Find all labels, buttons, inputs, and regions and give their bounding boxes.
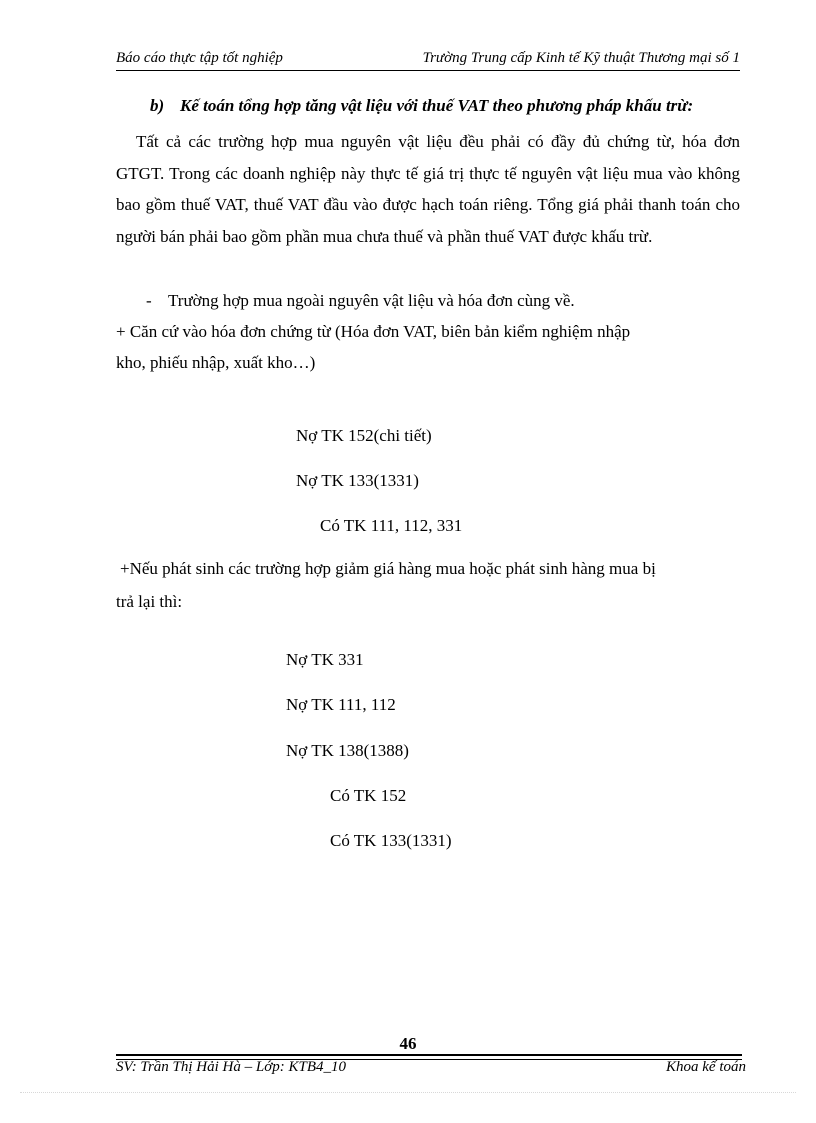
header-school-name: Trường Trung cấp Kinh tế Kỹ thuật Thương mại số 1	[422, 50, 740, 66]
page-header	[116, 50, 740, 71]
section-heading	[150, 96, 693, 116]
case2-line1: +Nếu phát sinh các trường hợp giảm giá hàng mua hoặc phát sinh hàng mua bị	[120, 559, 656, 578]
header-report-title: Báo cáo thực tập tốt nghiệp	[116, 50, 283, 66]
section-title: Kế toán tổng hợp tăng vật liệu với thuế VAT theo phương pháp khấu trừ:	[180, 96, 694, 115]
entry2-debit-331: Nợ TK 331	[286, 650, 364, 669]
footer-department: Khoa kế toán	[666, 1059, 746, 1075]
entry2-credit-152: Có TK 152	[330, 786, 407, 805]
case1-line1: + Căn cứ vào hóa đơn chứng từ (Hóa đơn VAT, biên bản kiểm nghiệm nhập	[116, 322, 631, 341]
page-edge-dotted-line	[20, 1092, 796, 1093]
entry2-credit-133: Có TK 133(1331)	[330, 831, 452, 850]
entry1-debit-133: Nợ TK 133(1331)	[296, 471, 419, 490]
paragraph-text: Tất cả các trường hợp mua nguyên vật liệu đều phải có đầy đủ chứng từ, hóa đơn GTGT. Trong các doanh nghiệp này thực tế giá trị thực tế nguyên vật liệu mua vào không bao gồm thuế VAT, thuế VAT đầu vào được hạch toán riêng. Tổng giá phải thanh toán cho người bán phải bao gồm phần mua chưa thuế và phần thuế VAT được khấu trừ.	[116, 132, 740, 246]
entry1-debit-152: Nợ TK 152(chi tiết)	[296, 426, 432, 445]
bullet-item	[146, 291, 575, 311]
page-number: 46	[399, 1034, 417, 1053]
section-marker: b)	[150, 96, 165, 115]
case1-line2: kho, phiếu nhập, xuất kho…)	[116, 353, 316, 372]
entry2-debit-111-112: Nợ TK 111, 112	[286, 695, 396, 714]
entry1-credit: Có TK 111, 112, 331	[320, 516, 463, 535]
bullet-text: Trường hợp mua ngoài nguyên vật liệu và hóa đơn cùng về.	[168, 291, 575, 310]
bullet-dash: -	[146, 291, 152, 310]
page-footer	[116, 1059, 746, 1079]
entry2-debit-138: Nợ TK 138(1388)	[286, 741, 409, 760]
body-paragraph	[116, 126, 740, 252]
case2-line2: trả lại thì:	[116, 592, 183, 611]
footer-student-info: SV: Trần Thị Hải Hà – Lớp: KTB4_10	[116, 1059, 346, 1075]
